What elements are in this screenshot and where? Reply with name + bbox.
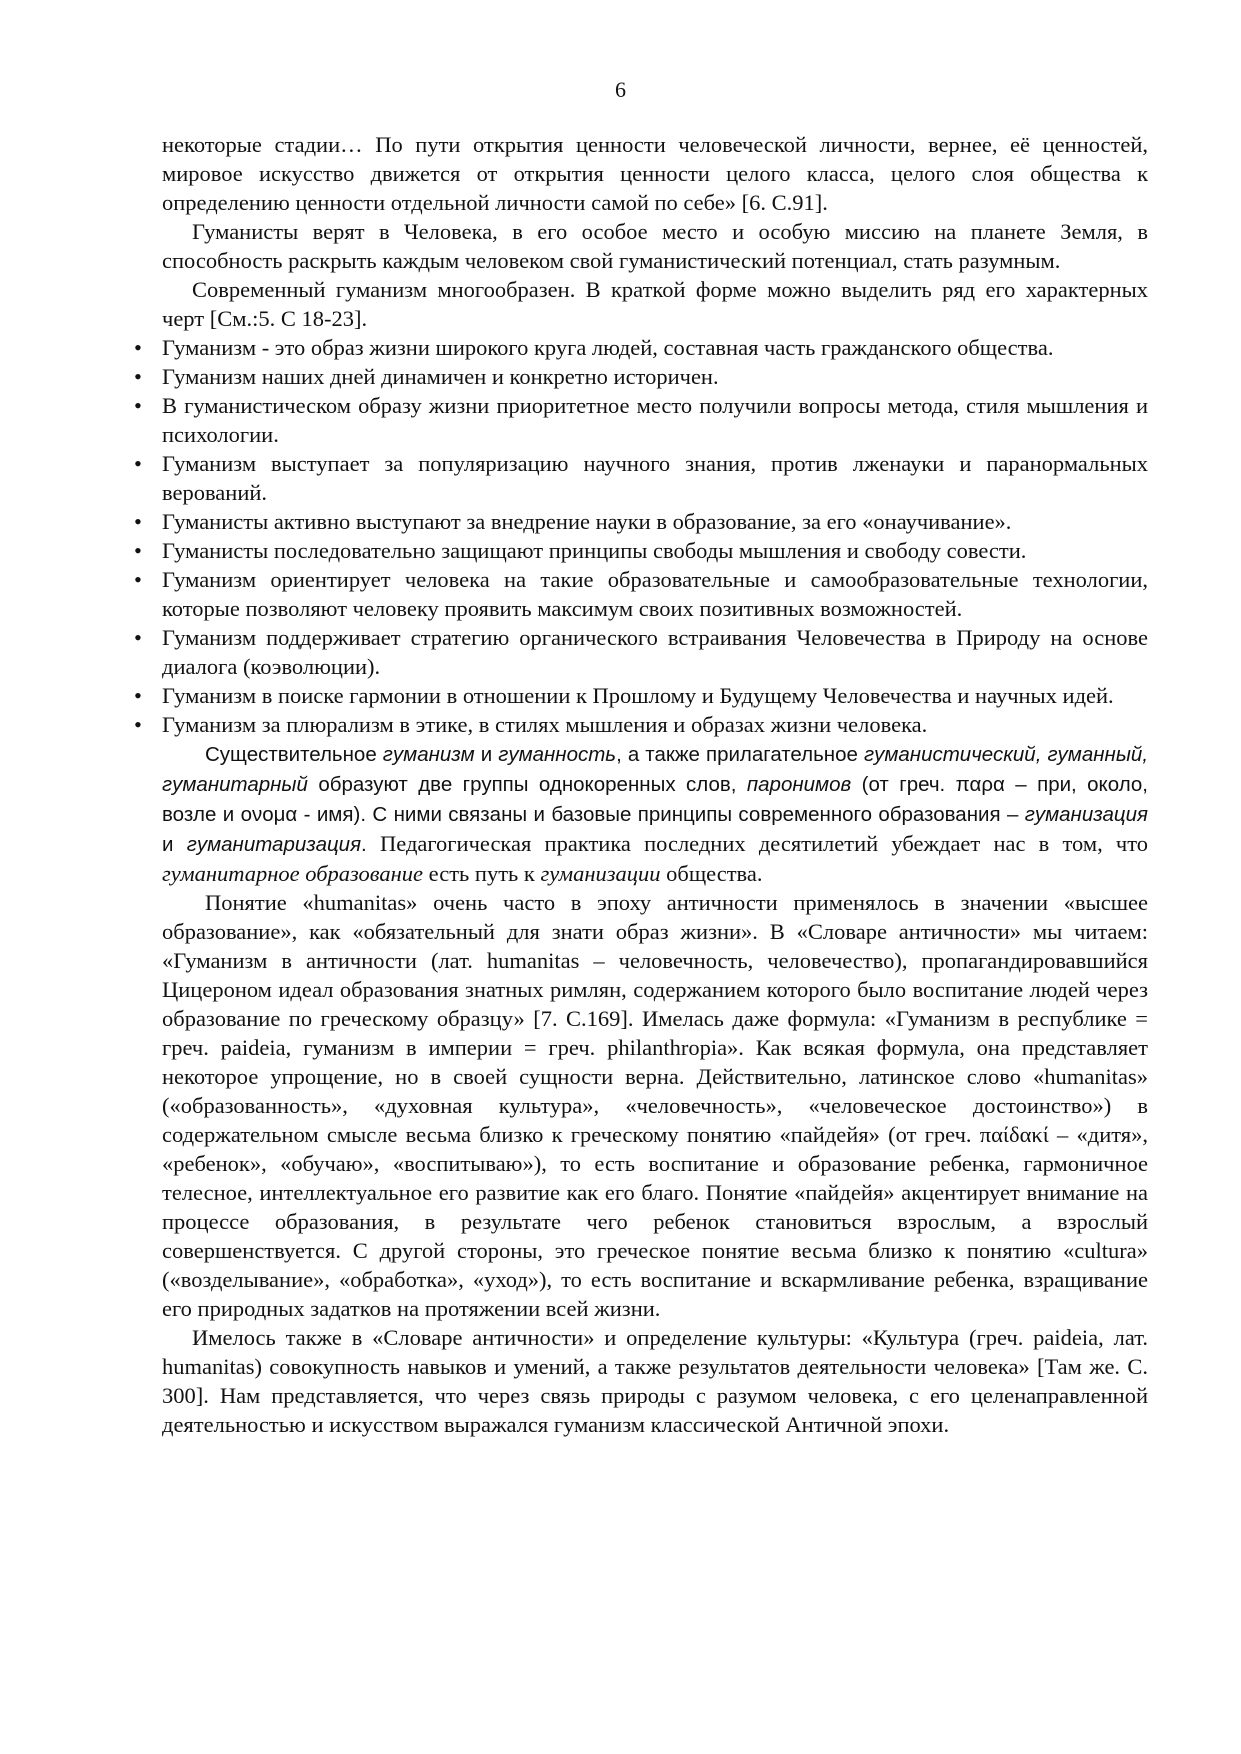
text-run: образуют две группы однокоренных слов, bbox=[307, 773, 747, 796]
list-item bbox=[134, 623, 1148, 681]
bullet-icon: • bbox=[134, 683, 142, 708]
list-item-text: В гуманистическом образу жизни приоритетное место получили вопросы метода, стиля мышления и психологии. bbox=[162, 393, 1148, 447]
list-item-text: Гуманисты активно выступают за внедрение науки в образование, за его «онаучивание». bbox=[162, 509, 1012, 534]
italic-term: гуманизм bbox=[382, 743, 475, 766]
list-item-text: Гуманизм наших дней динамичен и конкретно историчен. bbox=[162, 364, 719, 389]
list-item bbox=[134, 449, 1148, 507]
paragraph-quote-continuation: некоторые стадии… По пути открытия ценности человеческой личности, вернее, её ценностей, мировое искусство движется от открытия ценности целого класса, целого слоя общества к определению ценности отдельной личности самой по себе» [6. С.91]. bbox=[162, 132, 1148, 215]
bullet-icon: • bbox=[134, 712, 142, 737]
italic-term: гуманность bbox=[498, 743, 617, 766]
list-item bbox=[134, 565, 1148, 623]
bullet-icon: • bbox=[134, 393, 142, 418]
bullet-icon: • bbox=[134, 538, 142, 563]
list-item bbox=[134, 710, 1148, 739]
italic-term: гуманитаризация bbox=[186, 833, 362, 856]
bullet-icon: • bbox=[134, 567, 142, 592]
list-item-text: Гуманизм ориентирует человека на такие образовательные и самообразовательные технологии, которые позволяют человеку проявить максимум своих позитивных возможностей. bbox=[162, 567, 1148, 621]
list-item-text: Гуманисты последовательно защищают принципы свободы мышления и свободу совести. bbox=[162, 538, 1027, 563]
italic-term: гуманизации bbox=[540, 861, 661, 886]
text-run: есть путь к bbox=[423, 861, 541, 886]
list-item-text: Гуманизм поддерживает стратегию органического встраивания Человечества в Природу на основе диалога (коэволюции). bbox=[162, 625, 1148, 679]
bullet-icon: • bbox=[134, 509, 142, 534]
list-item bbox=[134, 333, 1148, 362]
italic-term: гуманитарное образование bbox=[162, 861, 424, 886]
bullet-icon: • bbox=[134, 335, 142, 360]
text-run: Существительное bbox=[205, 743, 383, 766]
text-run: . bbox=[361, 833, 381, 856]
bullet-icon: • bbox=[134, 451, 142, 476]
list-item bbox=[134, 536, 1148, 565]
text-run: и bbox=[162, 833, 187, 856]
text-run: , а также прилагательное bbox=[616, 743, 864, 766]
paragraph-humanists-believe: Гуманисты верят в Человека, в его особое место и особую миссию на планете Земля, в способность раскрыть каждым человеком свой гуманистический потенциал, стать разумным. bbox=[162, 219, 1148, 273]
text-run: Педагогическая практика последних десятилетий убеждает нас в том, что bbox=[380, 831, 1148, 856]
list-item bbox=[134, 507, 1148, 536]
text-run: (от греч. παρα – при, около, возле и ονομα - имя). С ними связаны и базовые принципы современного образования – bbox=[162, 773, 1149, 826]
page-number: 6 bbox=[615, 77, 626, 102]
list-item-text: Гуманизм выступает за популяризацию научного знания, против лженауки и паранормальных верований. bbox=[162, 451, 1148, 505]
italic-term: гуманистический, гуманный, гуманитарный bbox=[162, 743, 1149, 796]
bullet-icon: • bbox=[134, 625, 142, 650]
italic-term: гуманизация bbox=[1024, 803, 1148, 826]
list-item-text: Гуманизм в поиске гармонии в отношении к Прошлому и Будущему Человечества и научных идей. bbox=[162, 683, 1114, 708]
paragraph-humanitas: Понятие «humanitas» очень часто в эпоху античности применялось в значении «высшее образование», как «обязательный для знати образ жизни». В «Словаре античности» мы читаем: «Гуманизм в античности (лат. humanitas – человечность, человечество), пропагандировавшийся Цицероном идеал образования знатных римлян, содержанием которого было воспитание людей через образование по греческому образцу» [7. С.169]. Имелась даже формула: «Гуманизм в республике = греч. paideia, гуманизм в империи = греч. philanthropia». Как всякая формула, она представляет некоторое упрощение, но в своей сущности верна. Действительно, латинское слово «humanitas» («образованность», «духовная культура», «человечность», «человеческое достоинство») в содержательном смысле весьма близко к греческому понятию «пайдейя» (от греч. παίδακί – «дитя», «ребенок», «обучаю», «воспитываю»), то есть воспитание и образование ребенка, гармоничное телесное, интеллектуальное его развитие как его благо. Понятие «пайдейя» акцентирует внимание на процессе образования, в результате чего ребенок становиться взрослым, а взрослый совершенствуется. С другой стороны, это греческое понятие весьма близко к понятию «cultura» («возделывание», «обработка», «уход»), то есть воспитание и вскармливание ребенка, взращивание его природных задатков на протяжении всей жизни. bbox=[162, 890, 1148, 1321]
paragraph-modern-humanism: Современный гуманизм многообразен. В краткой форме можно выделить ряд его характерных черт [См.:5. С 18-23]. bbox=[162, 277, 1148, 331]
paragraph-paronyms bbox=[162, 739, 1148, 888]
paragraph-culture-definition: Имелось также в «Словаре античности» и определение культуры: «Культура (греч. paideia, лат. humanitas) совокупность навыков и умений, а также результатов деятельности человека» [Там же. С. 300]. Нам представляется, что через связь природы с разумом человека, с его целенаправленной деятельностью и искусством выражался гуманизм классической Античной эпохи. bbox=[162, 1325, 1148, 1437]
text-run: и bbox=[474, 743, 499, 766]
list-item bbox=[134, 391, 1148, 449]
italic-term: паронимов bbox=[746, 773, 852, 796]
bullet-icon: • bbox=[134, 364, 142, 389]
page-content bbox=[134, 130, 1149, 1439]
list-item-text: Гуманизм - это образ жизни широкого круга людей, составная часть гражданского общества. bbox=[162, 335, 1054, 360]
humanism-traits-list bbox=[134, 333, 1148, 739]
list-item bbox=[134, 681, 1148, 710]
list-item bbox=[134, 362, 1148, 391]
list-item-text: Гуманизм за плюрализм в этике, в стилях мышления и образах жизни человека. bbox=[162, 712, 928, 737]
text-run: общества. bbox=[660, 861, 763, 886]
